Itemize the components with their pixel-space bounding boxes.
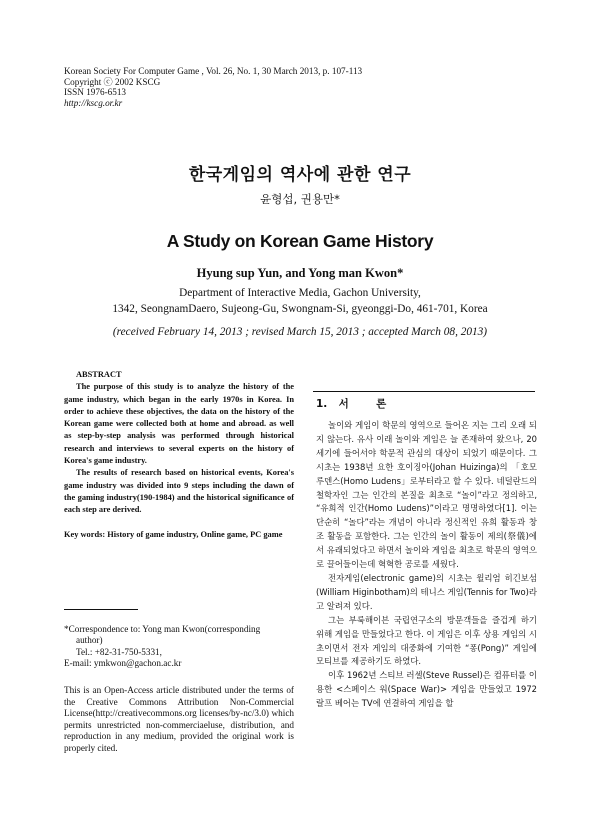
- correspondence-footnote: [64, 624, 294, 670]
- footnote-email[interactable]: E-mail: ymkwon@gachon.ac.kr: [64, 658, 182, 669]
- keywords: Key words: History of game industry, Online game, PC game: [64, 529, 283, 539]
- title-english: A Study on Korean Game History: [166, 231, 434, 251]
- authors-english: Hyung sup Yun, and Yong man Kwon*: [196, 266, 404, 280]
- journal-url[interactable]: http://kscg.or.kr: [64, 97, 123, 108]
- abstract-paragraph-1: The purpose of this study is to analyze the history of the game industry, which began in the early 1970s in Korea. In order to achieve these objectives, the data on the history of the Korean game were collected both at home and abroad. as well as step-by-step analysis was performed through historical research and interviews to several experts on the history of Korea's game industry.: [64, 382, 294, 466]
- footnote-line-1: *Correspondence to: Yong man Kwon(corresponding: [64, 624, 261, 634]
- section-rule: [313, 391, 535, 392]
- intro-paragraph-1: 놀이와 게임이 학문의 영역으로 들어온 지는 그리 오래 되지 않는다. 유사 이래 놀이와 게임은 늘 존재하여 왔으나, 20세기에 들어서야 학문적 관심의 대상이 되었기 때문이다. 그 시초는 1938년 요한 호이징아(Johan Huizinga)의 「호모 루덴스(Homo Ludens」로부터라고 할 수 있다. 네덜란드의 철학자인 그는 인간의 본질을 최초로 “놀이”라고 정의하고, “유희적 인간(Homo Ludens)”이라고 명명하였다[1]. 이는 단순히 “놀다”라는 개념이 아니라 정신적인 유희 활동과 창조 활동을 포함한다. 그는 인간의 놀이 활동이 제의(祭儀)에서 유래되었다고 하면서 놀이와 게임을 최초로 학문의 영역으로 끌어들이는데 혁혁한 공로를 세웠다.: [316, 420, 537, 570]
- authors-korean: 윤형섭, 권용만*: [260, 192, 340, 206]
- footnote-divider: [64, 609, 138, 610]
- copyright-line: Copyright ⓒ 2002 KSCG: [64, 76, 161, 87]
- section-number: 1.: [316, 398, 328, 410]
- affiliation-line-1: Department of Interactive Media, Gachon University,: [179, 287, 421, 299]
- footnote-line-2: author): [76, 635, 103, 646]
- intro-paragraph-4: 이후 1962년 스티브 러셀(Steve Russel)은 컴퓨터를 이용한 <스페이스 워(Space War)> 게임을 만들었고 1972 랄프 베어는 TV에 연결하여 게임을 할: [316, 670, 537, 709]
- journal-citation: Korean Society For Computer Game , Vol. 26, No. 1, 30 March 2013, p. 107-113: [64, 66, 363, 76]
- footnote-tel: Tel.: +82-31-750-5331,: [76, 646, 162, 657]
- introduction-body: [316, 419, 537, 711]
- intro-paragraph-3: 그는 부룩해이븐 국립연구소의 방문객들을 즐겁게 하기 위해 게임을 만들었다고 한다. 이 게임은 이후 상용 게임의 시초이면서 전자 게임의 대중화에 기여한 “퐁(Pong)” 게임에 모티브를 제공하기도 하였다.: [316, 614, 537, 667]
- affiliation: [0, 286, 600, 317]
- open-access-notice: This is an Open-Access article distributed under the terms of the Creative Commons Attribution Non-Commercial License(http://creativecommons.org licenses/by-nc/3.0) which permits unrestricted non-commerciaеluse, distribution, and reproduction in any medium, provided the original work is properly cited.: [64, 685, 294, 753]
- section-title-part-1: 서: [338, 398, 349, 410]
- affiliation-line-2: 1342, SeongnamDaero, Sujeong-Gu, Swongnam-Si, gyeonggi-Do, 461-701, Korea: [112, 302, 488, 315]
- received-dates: (received February 14, 2013 ; revised March 15, 2013 ; accepted March 08, 2013): [112, 326, 488, 338]
- section-heading: [316, 396, 386, 411]
- abstract-block: [64, 369, 294, 541]
- abstract-paragraph-2: The results of research based on historical events, Korea's game industry was divided into 9 steps including the dawn of the gaming industry(190-1984) and the historical significance of each step are derived.: [64, 468, 294, 515]
- abstract-heading: ABSTRACT: [76, 370, 122, 379]
- section-title-part-2: 론: [376, 398, 387, 410]
- intro-paragraph-2: 전자게임(electronic game)의 시초는 윌리엄 히긴보섬(William Higinbotham)의 테니스 게임(Tennis for Two)라고 알려져 있다.: [316, 572, 537, 611]
- issn-line: ISSN 1976-6513: [64, 87, 127, 98]
- journal-header: [64, 66, 362, 108]
- title-korean: 한국게임의 역사에 관한 연구: [188, 165, 412, 185]
